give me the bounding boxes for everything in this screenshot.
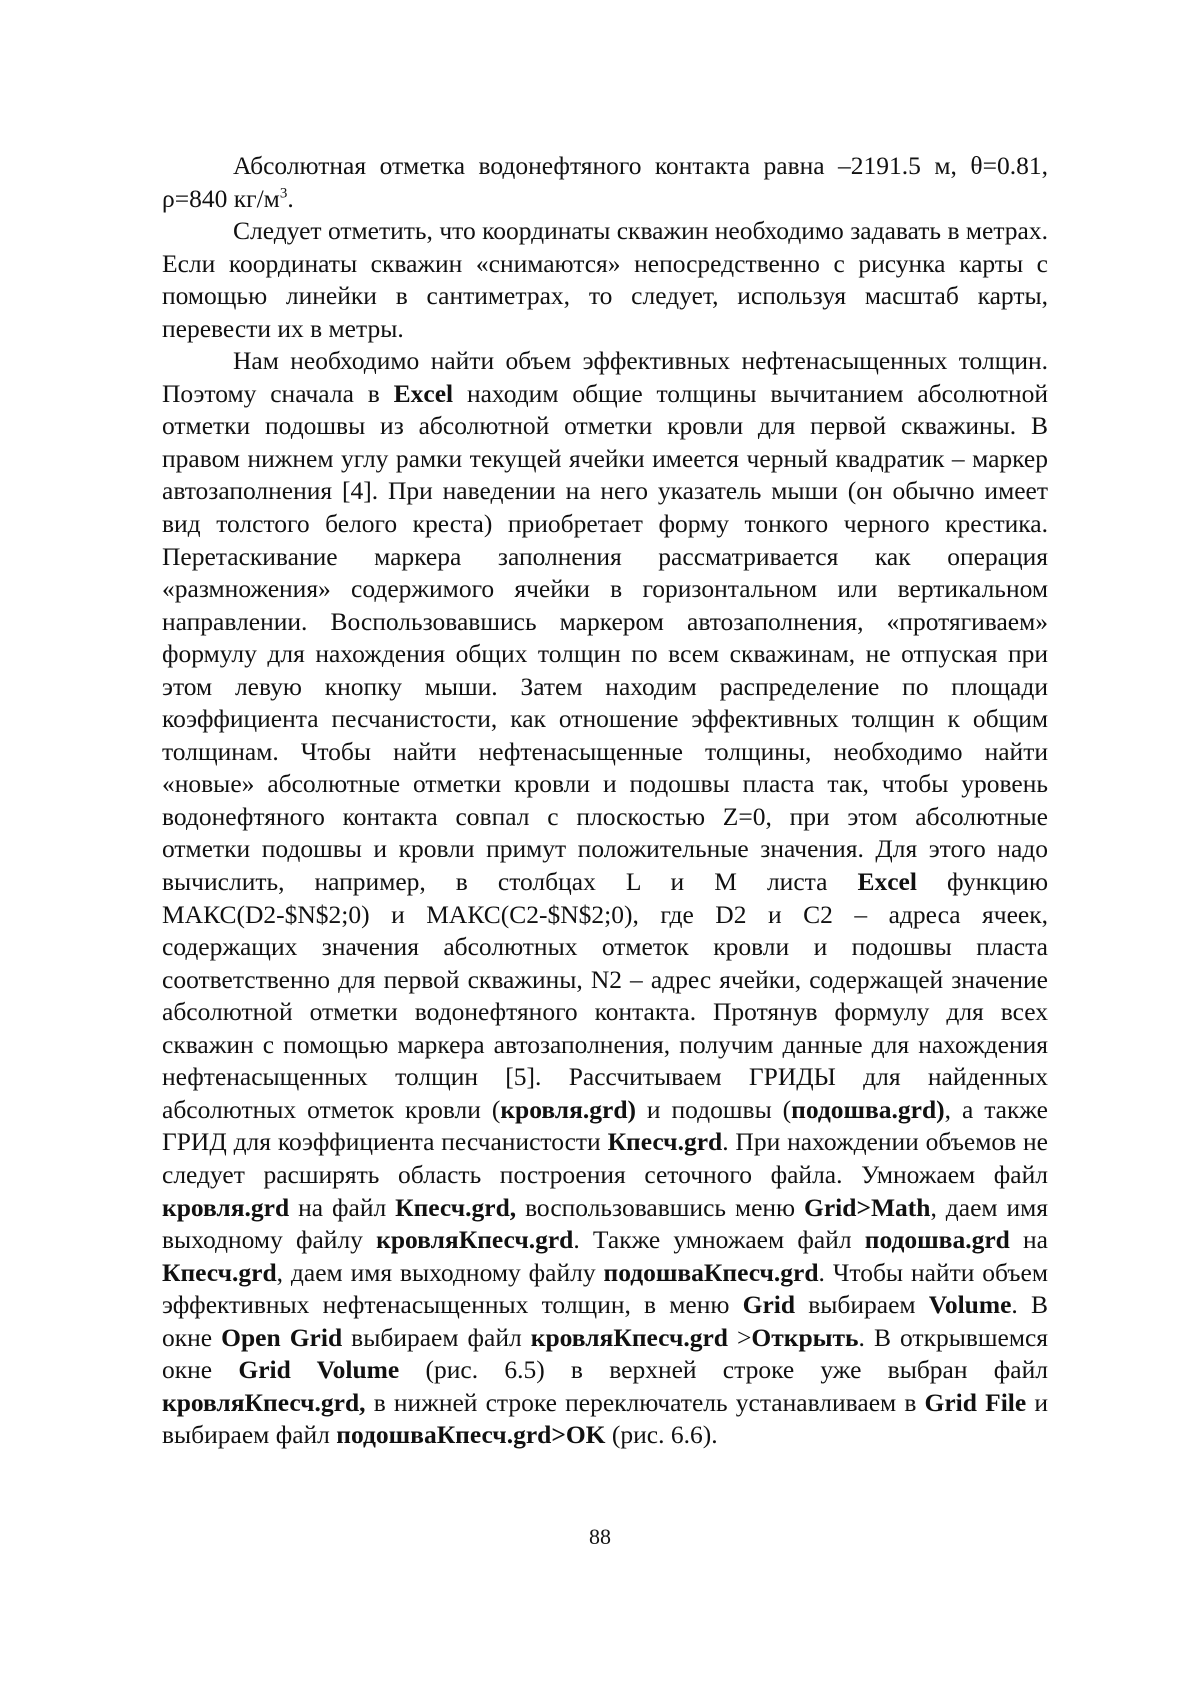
page-number: 88 bbox=[589, 1524, 611, 1549]
paragraph bbox=[162, 215, 1048, 345]
text-run: и подошвы ( bbox=[636, 1094, 792, 1124]
bold-term: кровля.grd) bbox=[500, 1094, 636, 1124]
text-run: > bbox=[727, 1322, 752, 1352]
text-run: функцию МАКС(D2-$N$2;0) и МАКС(C2-$N$2;0), где D2 и C2 – адреса ячеек, содержащих значения абсолютных отметок кровли и подошвы пласта соответственно для первой скважины, N2 – адрес ячейки, содержащей значение абсолютной отметки водонефтяного контакта. Протянув формулу для всех скважин с помощью маркера автозаполнения, получим данные для нахождения нефтенасыщенных толщин [5]. Рассчитываем ГРИДЫ для найденных абсолютных отметок кровли ( bbox=[162, 867, 1048, 1124]
bold-term: кровляКпесч.grd bbox=[376, 1225, 574, 1255]
bold-term: Кпесч.grd, bbox=[395, 1192, 517, 1222]
text-run: . В открывшемся окне bbox=[162, 1322, 1049, 1385]
text-run: на bbox=[1009, 1225, 1049, 1255]
text-run: (рис. 6.6). bbox=[605, 1420, 718, 1450]
bold-term: Excel bbox=[857, 867, 917, 897]
text-run: на файл bbox=[289, 1192, 396, 1222]
text-run: Нам необходимо найти объем эффективных нефтенасыщенных толщин. Поэтому сначала в bbox=[162, 346, 1048, 408]
bold-term: Grid bbox=[742, 1290, 796, 1320]
text-run: , даем имя выходному файлу bbox=[162, 1192, 1048, 1255]
bold-term: Grid Volume bbox=[238, 1355, 400, 1385]
text-run: выбираем файл bbox=[342, 1322, 531, 1352]
text-run: , даем имя выходному файлу bbox=[276, 1257, 604, 1287]
text-run: Абсолютная отметка водонефтяного контакта равна –2191.5 м, θ=0.81, ρ=840 кг/м bbox=[162, 151, 1048, 213]
text-run: и выбираем файл bbox=[162, 1387, 1048, 1450]
text-run: воспользовавшись меню bbox=[516, 1192, 805, 1222]
bold-term: Excel bbox=[393, 378, 454, 408]
bold-term: Кпесч.grd bbox=[162, 1257, 277, 1287]
bold-term: Открыть bbox=[751, 1322, 859, 1352]
bold-term: кровляКпесч.grd bbox=[530, 1322, 728, 1352]
bold-term: подошваКпесч.grd>OK bbox=[336, 1420, 606, 1450]
text-run: . При нахождении объемов не следует расширять область построения сеточного файла. Умножаем файл bbox=[162, 1127, 1048, 1189]
paragraph bbox=[162, 150, 1048, 215]
superscript: 3 bbox=[279, 185, 288, 202]
text-run: (рис. 6.5) в верхней строке уже выбран файл bbox=[399, 1355, 1048, 1385]
text-run: , а также ГРИД для коэффициента песчанистости bbox=[162, 1094, 1048, 1157]
text-run: в нижней строке переключатель устанавливаем в bbox=[365, 1387, 925, 1417]
text-run: находим общие толщины вычитанием абсолютной отметки подошвы из абсолютной отметки кровли для первой скважины. В правом нижнем углу рамки текущей ячейки имеется черный квадратик – маркер автозаполнения [4]. При наведении на него указатель мыши (он обычно имеет вид толстого белого креста) приобретает форму тонкого черного крестика. Перетаскивание маркера заполнения рассматривается как операция «размножения» содержимого ячейки в горизонтальном или вертикальном направлении. Воспользовавшись маркером автозаполнения, «протягиваем» формулу для нахождения общих толщин по всем скважинам, не отпуская при этом левую кнопку мыши. Затем находим распределение по площади коэффициента песчанистости, как отношение эффективных толщин к общим толщинам. Чтобы найти нефтенасыщенные толщины, необходимо найти «новые» абсолютные отметки кровли и подошвы пласта так, чтобы уровень водонефтяного контакта совпал с плоскостью Z=0, при этом абсолютные отметки подошвы и кровли примут положительные значения. Для этого надо вычислить, например, в столбцах L и M листа bbox=[162, 378, 1048, 897]
text-run: выбираем bbox=[795, 1290, 929, 1320]
bold-term: кровля.grd bbox=[162, 1192, 290, 1222]
text-run: . bbox=[287, 183, 294, 213]
bold-term: Grid>Math bbox=[804, 1192, 931, 1222]
text-run: Следует отметить, что координаты скважин необходимо задавать в метрах. Если координаты скважин «снимаются» непосредственно с рисунка карты с помощью линейки в сантиметрах, то следует, используя масштаб карты, перевести их в метры. bbox=[162, 216, 1048, 343]
bold-term: кровляКпесч.grd, bbox=[162, 1387, 366, 1417]
bold-term: Open Grid bbox=[221, 1322, 343, 1352]
bold-term: Volume bbox=[928, 1290, 1012, 1320]
bold-term: Кпесч.grd bbox=[607, 1127, 723, 1157]
text-run: . Также умножаем файл bbox=[573, 1225, 865, 1255]
page-body bbox=[162, 150, 1048, 1452]
paragraph bbox=[162, 345, 1048, 1452]
bold-term: Grid File bbox=[924, 1387, 1027, 1417]
text-run: . В окне bbox=[162, 1290, 1048, 1352]
bold-term: подошваКпесч.grd bbox=[603, 1257, 819, 1287]
bold-term: подошва.grd) bbox=[791, 1094, 945, 1124]
bold-term: подошва.grd bbox=[864, 1225, 1010, 1255]
text-run: . Чтобы найти объем эффективных нефтенасыщенных толщин, в меню bbox=[162, 1257, 1048, 1320]
